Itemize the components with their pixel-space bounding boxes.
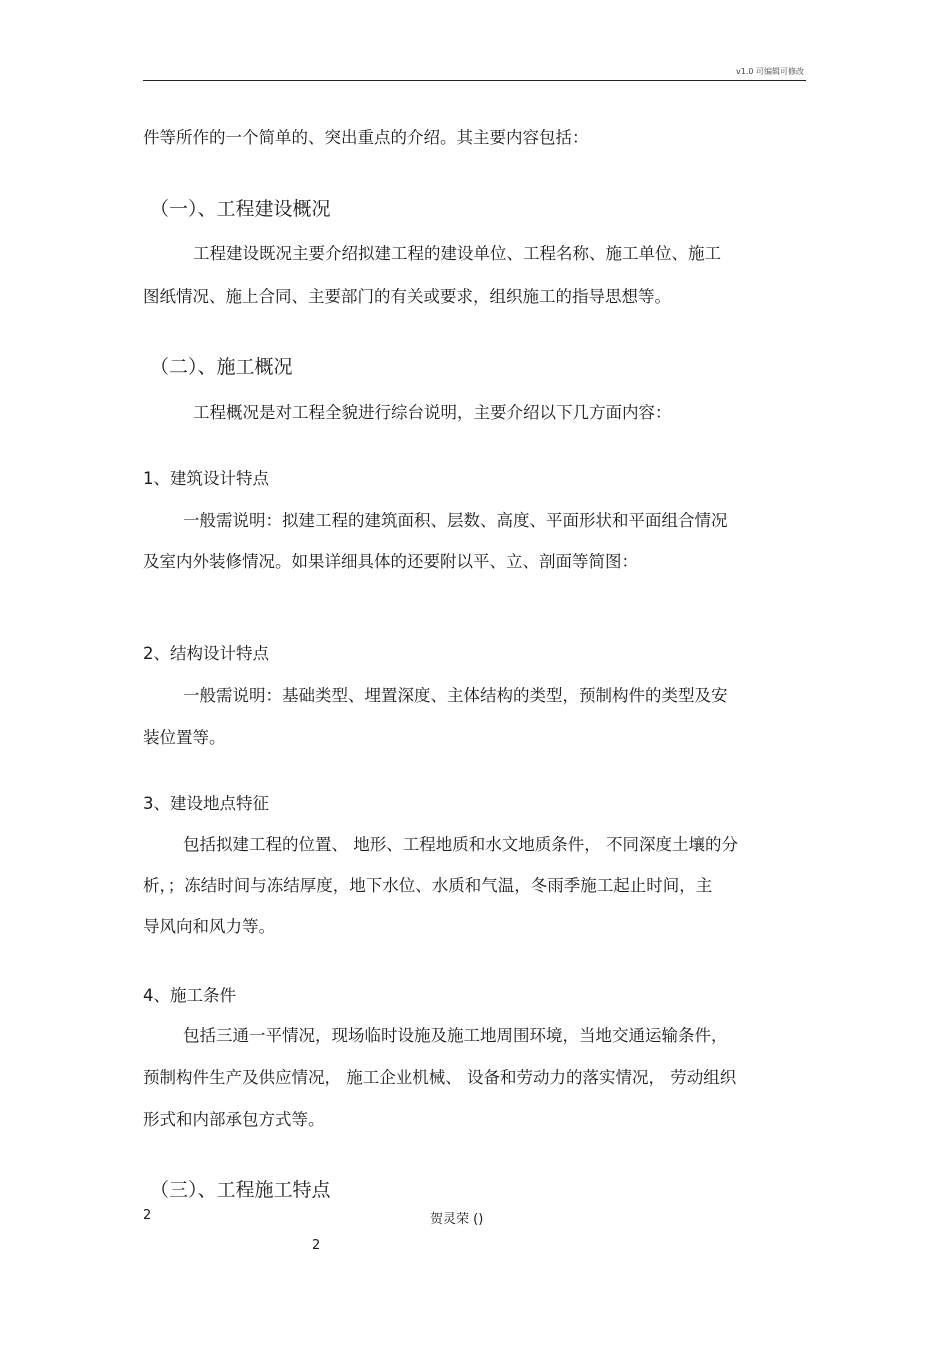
section2-heading: （二）、施工概况 — [150, 356, 293, 378]
item1-line2: 及室内外装修情况。如果详细具体的还要附以平、立、剖面等简图： — [143, 552, 638, 571]
item2-line1: 一般需说明：基础类型、埋置深度、主体结构的类型，预制构件的类型及安 — [183, 686, 728, 705]
item3-title: 3、建设地点特征 — [143, 794, 269, 813]
section1-heading: （一）、工程建设概况 — [150, 198, 331, 220]
item4-line2: 预制构件生产及供应情况， 施工企业机械、 设备和劳动力的落实情况， 劳动组织 — [143, 1068, 737, 1087]
item3-line2: 析，；冻结时间与冻结厚度，地下水位、水质和气温，冬雨季施工起止时间，主 — [143, 876, 713, 895]
item2-line2: 装位置等。 — [143, 728, 226, 747]
section1-para-line2: 图纸情况、施上合同、主要部门的有关或要求，组织施工的指导思想等。 — [143, 287, 671, 306]
version-tag: v1.0 可编辑可修改 — [736, 67, 804, 76]
item1-line1: 一般需说明：拟建工程的建筑面积、层数、高度、平面形状和平面组合情况 — [183, 511, 728, 530]
page-number: 2 — [312, 1238, 321, 1253]
item1-title: 1、建筑设计特点 — [143, 469, 269, 488]
item4-title: 4、施工条件 — [143, 986, 236, 1005]
item3-line1: 包括拟建工程的位置、 地形、工程地质和水文地质条件， 不同深度土壤的分 — [183, 835, 738, 854]
footer-left-number: 2 — [143, 1208, 152, 1223]
intro-line: 件等所作的一个简单的、突出重点的介绍。其主要内容包括： — [143, 128, 589, 147]
section2-para-line1: 工程概况是对工程全貌进行综台说明，主要介绍以下几方面内容： — [193, 403, 672, 422]
item2-title: 2、结构设计特点 — [143, 644, 269, 663]
item4-line3: 形式和内部承包方式等。 — [143, 1110, 325, 1129]
section3-heading: （三）、工程施工特点 — [150, 1179, 331, 1201]
header-divider — [143, 80, 806, 81]
footer-author: 贺灵荣 () — [430, 1212, 484, 1227]
item3-line3: 导风向和风力等。 — [143, 917, 275, 936]
section1-para-line1: 工程建设既况主要介绍拟建工程的建设单位、工程名称、施工单位、施工 — [193, 244, 721, 263]
item4-line1: 包括三通一平情况，现场临时设施及施工地周围环境，当地交通运输条件， — [183, 1026, 728, 1045]
